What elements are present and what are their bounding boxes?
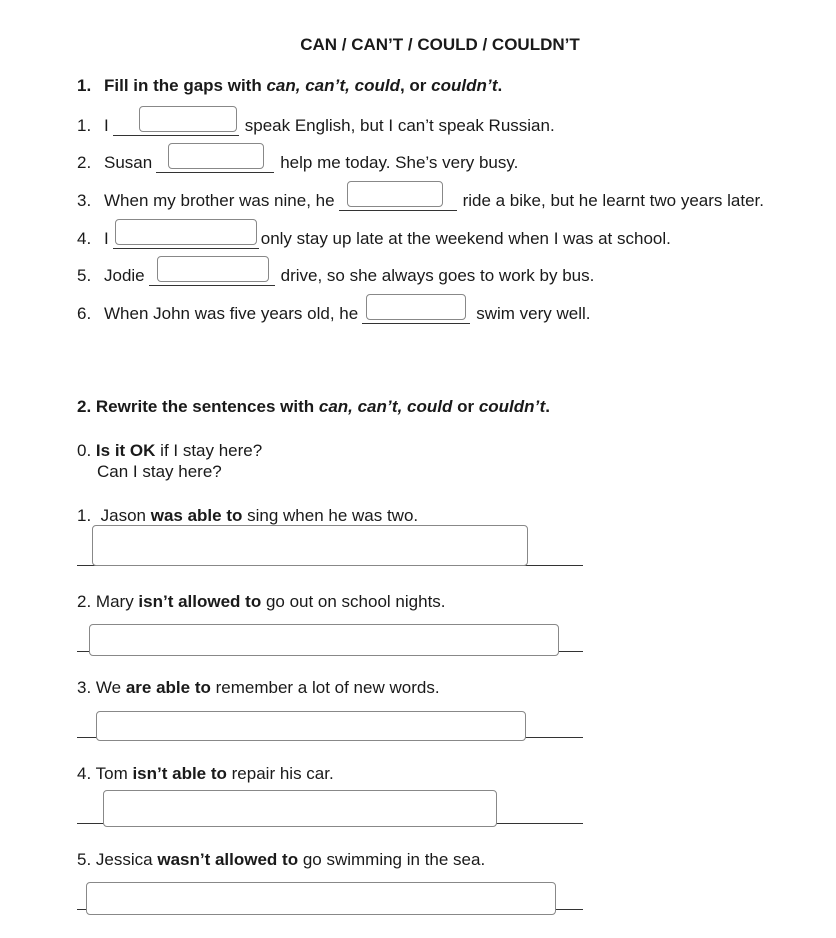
gap-item-after: swim very well.	[476, 304, 591, 323]
gap-5	[149, 259, 275, 286]
gap-3	[339, 184, 457, 211]
gap-item-before: When John was five years old, he	[104, 304, 359, 323]
section1-number: 1.	[77, 76, 92, 95]
gap-item-number: 4.	[77, 229, 92, 248]
rewrite-item-number: 3.	[77, 678, 92, 697]
section1-heading-prefix: Fill in the gaps with	[104, 76, 267, 95]
gap-item-1	[77, 114, 555, 136]
gap-item-before: Susan	[104, 153, 153, 172]
gap-item-after: help me today. She’s very busy.	[280, 153, 519, 172]
rewrite-item-pre: Tom	[95, 764, 133, 783]
rewrite-item-number: 4.	[77, 764, 92, 783]
gap-item-6	[77, 302, 590, 324]
rewrite-item-number: 2.	[77, 592, 92, 611]
rewrite-item-2	[77, 592, 446, 612]
rewrite-answer-box-5[interactable]	[86, 882, 556, 915]
gap-item-after: speak English, but I can’t speak Russian.	[244, 116, 555, 135]
section2-heading-words: can, can’t, could	[318, 397, 453, 416]
gap-item-after: only stay up late at the weekend when I was at school.	[260, 229, 671, 248]
rewrite-item-pre: Jessica	[95, 850, 158, 869]
gap-answer-box-3[interactable]	[347, 181, 443, 207]
gap-item-before: I	[104, 116, 109, 135]
rewrite-item-pre: Mary	[95, 592, 139, 611]
gap-item-number: 2.	[77, 153, 92, 172]
example-number: 0.	[77, 441, 92, 460]
gap-item-number: 6.	[77, 304, 92, 323]
rewrite-item-pre: We	[95, 678, 126, 697]
gap-item-before: When my brother was nine, he	[104, 191, 335, 210]
section2-heading-prefix: 2. Rewrite the sentences with	[77, 397, 319, 416]
rewrite-item-post: go out on school nights.	[261, 592, 446, 611]
gap-2	[156, 146, 274, 173]
example-answer: Can I stay here?	[97, 462, 222, 481]
rewrite-item-bold: are able to	[125, 678, 211, 697]
gap-item-number: 1.	[77, 116, 92, 135]
gap-item-after: ride a bike, but he learnt two years later.	[462, 191, 765, 210]
rewrite-item-pre: Jason	[100, 506, 151, 525]
section2-heading-end: .	[545, 397, 550, 416]
rewrite-answer-box-1[interactable]	[92, 525, 528, 566]
rewrite-item-post: go swimming in the sea.	[298, 850, 486, 869]
rewrite-item-number: 5.	[77, 850, 92, 869]
rewrite-item-5	[77, 850, 485, 870]
rewrite-answer-box-3[interactable]	[96, 711, 526, 741]
rewrite-item-post: repair his car.	[226, 764, 334, 783]
rewrite-item-1	[77, 506, 418, 526]
rewrite-item-post: sing when he was two.	[242, 506, 419, 525]
example-prompt	[77, 441, 262, 461]
gap-answer-box-5[interactable]	[157, 256, 269, 282]
rewrite-item-bold: isn’t able to	[132, 764, 227, 783]
rewrite-item-3	[77, 678, 440, 698]
worksheet-title: CAN / CAN’T / COULD / COULDN’T	[300, 35, 580, 54]
rewrite-item-bold: was able to	[150, 506, 243, 525]
gap-item-2	[77, 151, 518, 173]
gap-item-before: I	[104, 229, 109, 248]
section1-heading-end: .	[497, 76, 503, 95]
gap-answer-box-4[interactable]	[115, 219, 257, 245]
section2-heading	[77, 397, 550, 417]
example-rest: if I stay here?	[155, 441, 263, 460]
gap-4	[113, 222, 259, 249]
section1-heading-words: can, can’t, could	[266, 76, 400, 95]
section2-heading-mid: or	[452, 397, 479, 416]
gap-item-4	[77, 227, 671, 249]
section1-heading-mid: , or	[399, 76, 432, 95]
gap-item-5	[77, 264, 594, 286]
gap-6	[362, 297, 470, 324]
gap-answer-box-1[interactable]	[139, 106, 237, 132]
gap-item-number: 3.	[77, 191, 92, 210]
gap-answer-box-6[interactable]	[366, 294, 466, 320]
rewrite-item-bold: wasn’t allowed to	[157, 850, 299, 869]
rewrite-item-post: remember a lot of new words.	[210, 678, 440, 697]
gap-item-3	[77, 189, 764, 211]
rewrite-answer-box-2[interactable]	[89, 624, 559, 656]
section1-heading	[77, 76, 502, 96]
rewrite-item-number: 1.	[77, 506, 92, 525]
example-bold: Is it OK	[95, 441, 156, 460]
rewrite-answer-box-4[interactable]	[103, 790, 497, 827]
rewrite-item-bold: isn’t allowed to	[138, 592, 262, 611]
gap-1	[113, 109, 239, 136]
section1-heading-last: couldn’t	[431, 76, 498, 95]
gap-item-after: drive, so she always goes to work by bus.	[280, 266, 595, 285]
gap-item-before: Jodie	[104, 266, 145, 285]
rewrite-item-4	[77, 764, 334, 784]
gap-answer-box-2[interactable]	[168, 143, 264, 169]
gap-item-number: 5.	[77, 266, 92, 285]
section2-heading-last: couldn’t	[478, 397, 546, 416]
